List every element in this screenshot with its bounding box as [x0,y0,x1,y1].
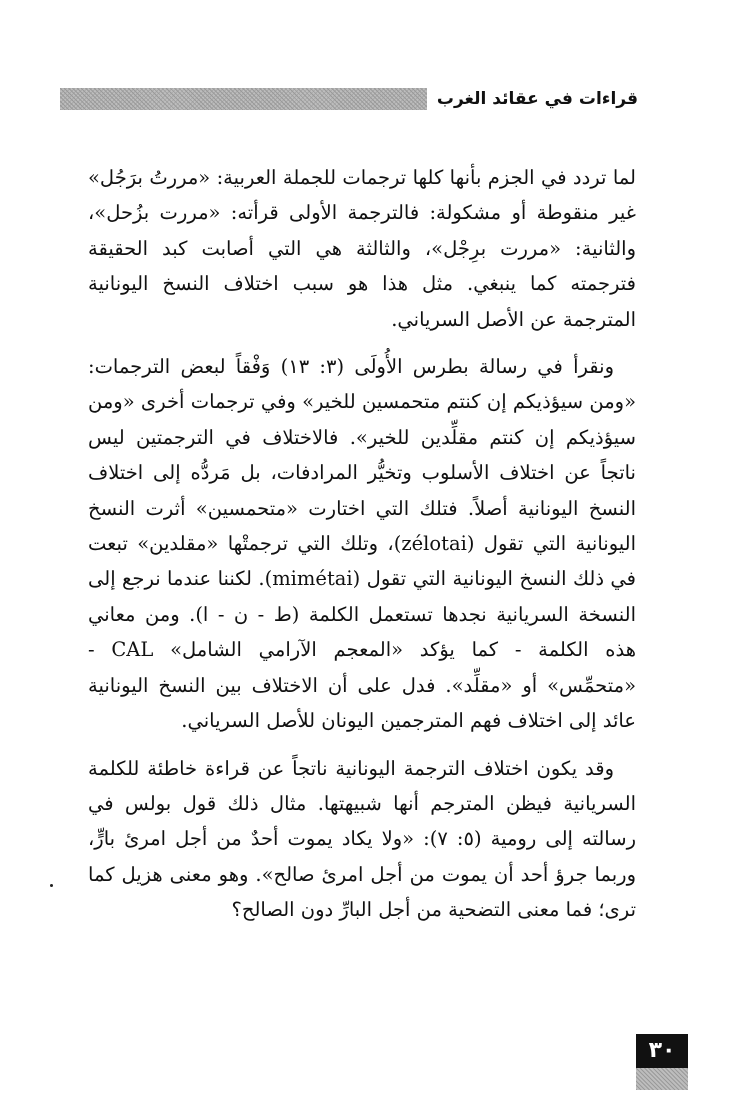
margin-dot [50,884,53,887]
body-text [88,160,636,940]
running-header [60,86,638,112]
running-header-title: قراءات في عقائد الغرب [436,89,638,109]
page-number: ٣٠ [636,1034,688,1068]
paragraph: ونقرأ في رسالة بطرس الأُولَى (٣: ١٣) وَفْقاً لبعض الترجمات: «ومن سيؤذيكم إن كنتم متحمسين للخير» وفي ترجمات أخرى «ومن سيؤذيكم إن كنتم مقلِّدين للخير». فالاختلاف في الترجمتين ليس ناتجاً عن اختلاف الأسلوب وتخيُّر المرادفات، بل مَردُّه إلى اختلاف النسخ اليونانية أصلاً. فتلك التي اختارت «متحمسين» أثرت النسخ اليونانية التي تقول (zélotai)، وتلك التي ترجمتْها «مقلدين» تبعت في ذلك النسخ اليونانية التي تقول (mimétai). لكننا عندما نرجع إلى النسخة السريانية نجدها تستعمل الكلمة (ط - ن - ا). ومن معاني هذه الكلمة - كما يؤكد «المعجم الآرامي الشامل» CAL - «متحمِّس» أو «مقلِّد». فدل على أن الاختلاف بين النسخ اليونانية عائد إلى اختلاف فهم المترجمين اليونان للأصل السرياني. [88,355,637,733]
paragraph: وقد يكون اختلاف الترجمة اليونانية ناتجاً عن قراءة خاطئة للكلمة السريانية فيظن المترجم أنها شبيهتها. مثال ذلك قول بولس في رسالته إلى رومية (٥: ٧): «ولا يكاد يموت أحدٌ من أجل امرئ بارٍّ، وربما جرؤ أحد أن يموت من أجل امرئ صالح». وهو معنى هزيل كما ترى؛ فما معنى التضحية من أجل البارِّ دون الصالح؟ [88,756,636,922]
header-shaded-bar [60,88,427,110]
paragraph: لما تردد في الجزم بأنها كلها ترجمات للجملة العربية: «مررتُ برَجُل» غير منقوطة أو مشكولة: فالترجمة الأولى قرأته: «مررت بزُحل»، والثانية: «مررت برِجْل»، والثالثة هي التي أصابت كبد الحقيقة فترجمته كما ينبغي. مثل هذا هو سبب اختلاف النسخ اليونانية المترجمة عن الأصل السرياني. [88,166,636,331]
page-number-shade [636,1068,688,1090]
